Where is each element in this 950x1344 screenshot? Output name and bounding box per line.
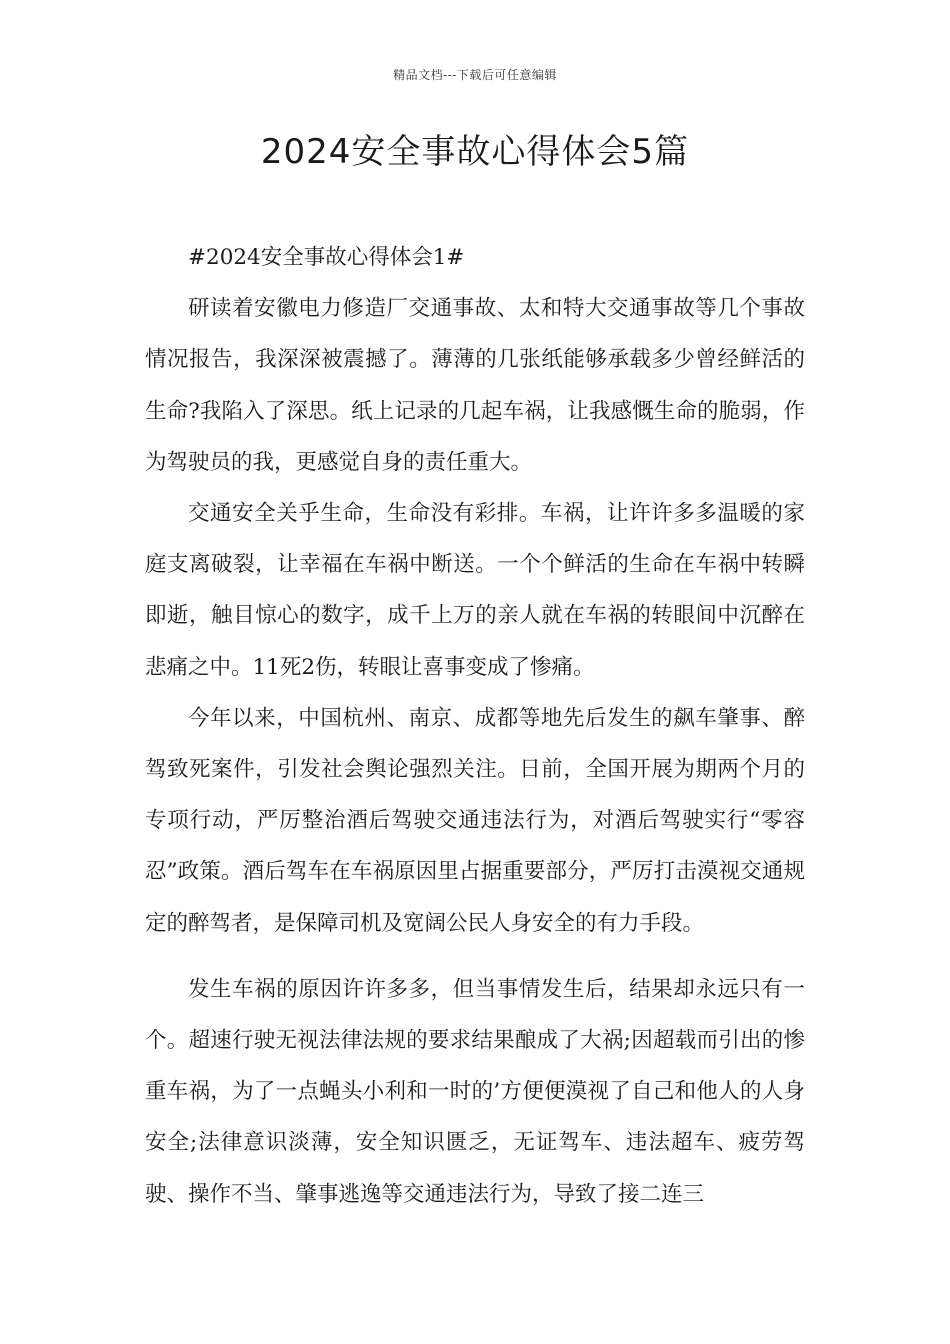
document-title: 2024安全事故心得体会5篇 bbox=[260, 132, 690, 172]
paragraph-4: 发生车祸的原因许许多多，但当事情发生后，结果却永远只有一个。超速行驶无视法律法规的要求结果酿成了大祸;因超载而引出的惨重车祸，为了一点蝇头小利和一时的’方便便漠视了自己和他人的人身安全;法律意识淡薄，安全知识匮乏，无证驾车、违法超车、疲劳驾驶、操作不当、肇事逃逸等交通违法行为，导致了接二连三 bbox=[145, 976, 805, 1207]
document-body bbox=[145, 232, 805, 1220]
paragraph-3: 今年以来，中国杭州、南京、成都等地先后发生的飙车肇事、醉驾致死案件，引发社会舆论强烈关注。日前，全国开展为期两个月的专项行动，严厉整治酒后驾驶交通违法行为，对酒后驾驶实行“零容忍”政策。酒后驾车在车祸原因里占据重要部分，严厉打击漠视交通规定的醉驾者，是保障司机及宽阔公民人身安全的有力手段。 bbox=[145, 705, 805, 936]
section-heading: #2024安全事故心得体会1# bbox=[188, 245, 465, 270]
page-header-note: 精品文档---下载后可任意编辑 bbox=[393, 68, 557, 82]
paragraph-2: 交通安全关乎生命，生命没有彩排。车祸，让许许多多温暖的家庭支离破裂，让幸福在车祸中断送。一个个鲜活的生命在车祸中转瞬即逝，触目惊心的数字，成千上万的亲人就在车祸的转眼间中沉醉在悲痛之中。11死2伤，转眼让喜事变成了惨痛。 bbox=[145, 501, 805, 680]
paragraph-1: 研读着安徽电力修造厂交通事故、太和特大交通事故等几个事故情况报告，我深深被震撼了。薄薄的几张纸能够承载多少曾经鲜活的生命?我陷入了深思。纸上记录的几起车祸，让我感慨生命的脆弱，作为驾驶员的我，更感觉自身的责任重大。 bbox=[145, 296, 805, 475]
